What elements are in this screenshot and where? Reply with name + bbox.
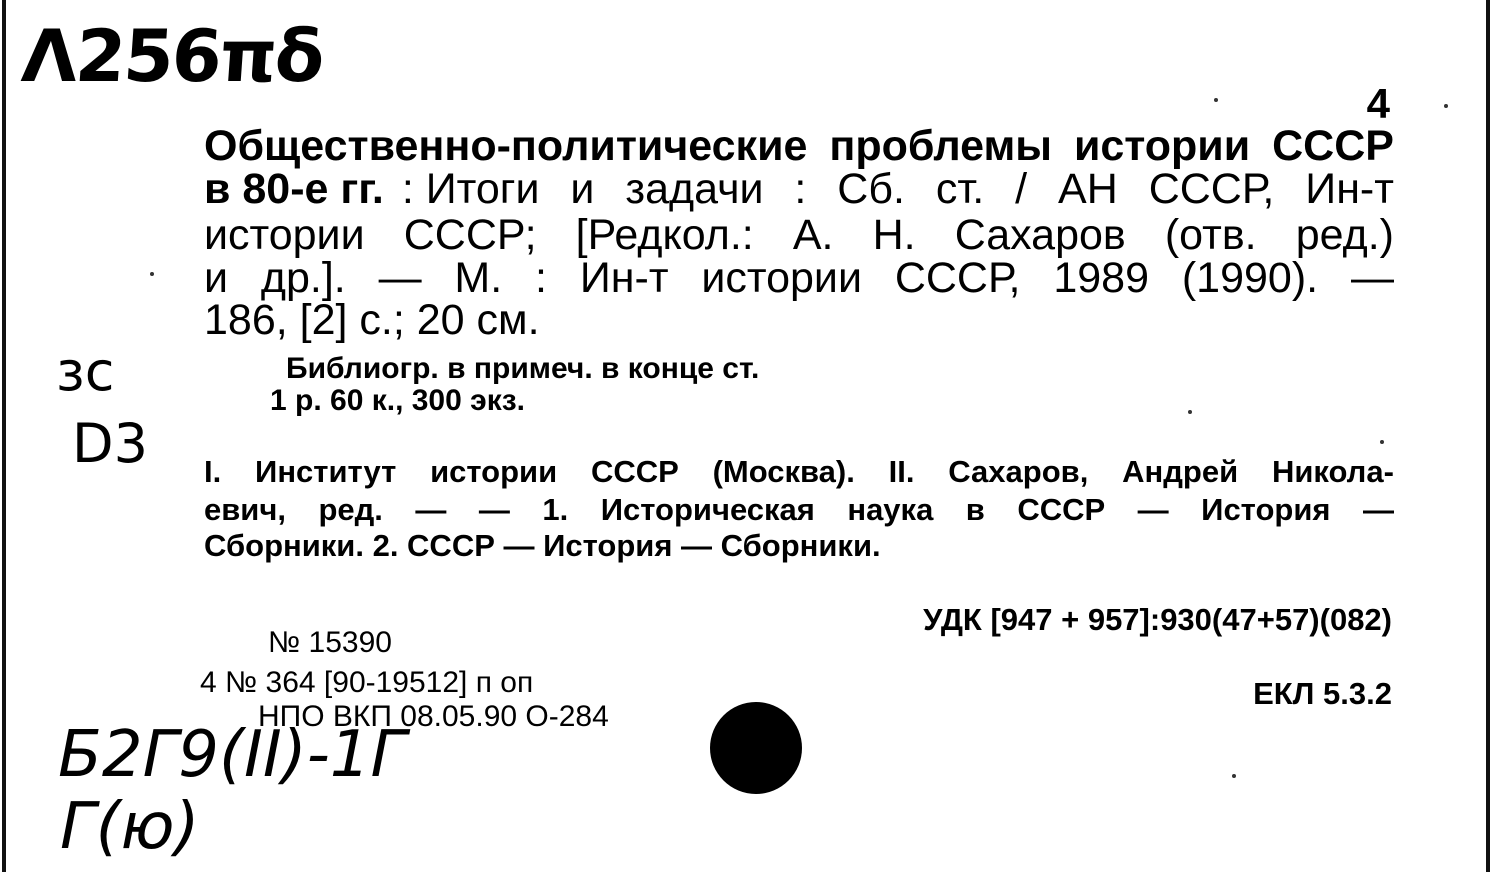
card-number: 4 bbox=[1366, 80, 1390, 127]
word: евич, bbox=[204, 492, 286, 527]
bibliography-note: Библиогр. в примеч. в конце ст. bbox=[286, 352, 760, 385]
word: — bbox=[1350, 254, 1394, 302]
word: СССР, bbox=[1148, 165, 1275, 213]
speck bbox=[1444, 104, 1448, 108]
word: — bbox=[378, 254, 422, 302]
ekl-code: ЕКЛ 5.3.2 bbox=[1253, 676, 1392, 711]
word: Сб. bbox=[837, 165, 905, 213]
title-line-5: 186, [2] с.; 20 см. bbox=[204, 296, 540, 344]
handwritten-mark-zs: зс bbox=[56, 340, 115, 403]
word: истории bbox=[204, 211, 365, 259]
card-right-edge bbox=[1486, 0, 1490, 872]
order-line: 4 № 364 [90-19512] п оп bbox=[200, 666, 534, 699]
word: СССР bbox=[1017, 492, 1106, 527]
word: I. bbox=[204, 454, 222, 489]
word: Никола- bbox=[1271, 454, 1394, 489]
word: СССР, bbox=[894, 254, 1021, 302]
word: (1990). bbox=[1181, 254, 1319, 302]
speck bbox=[1380, 440, 1384, 444]
word: СССР bbox=[1272, 122, 1394, 170]
word: проблемы bbox=[829, 122, 1052, 170]
word: (отв. bbox=[1164, 211, 1257, 259]
word: Ин-т bbox=[1305, 165, 1394, 213]
word: и bbox=[204, 254, 229, 302]
title-line-2-rest bbox=[402, 167, 1394, 211]
title-line-1 bbox=[204, 124, 1394, 168]
word: — bbox=[1362, 492, 1394, 527]
subjects-line-3: Сборники. 2. СССР — История — Сборники. bbox=[204, 528, 881, 563]
title-line-3 bbox=[204, 213, 1394, 257]
word: др.]. bbox=[260, 254, 346, 302]
word: АН bbox=[1058, 165, 1118, 213]
card-left-edge bbox=[2, 0, 6, 872]
word: Н. bbox=[872, 211, 916, 259]
word: (Москва). bbox=[712, 454, 855, 489]
udk-code: УДК [947 + 957]:930(47+57)(082) bbox=[923, 602, 1392, 637]
word: А. bbox=[792, 211, 834, 259]
word: наука bbox=[847, 492, 934, 527]
word: истории bbox=[1073, 122, 1251, 170]
handwritten-mark-d3: D3 bbox=[72, 412, 148, 475]
word: СССР; bbox=[403, 211, 537, 259]
word: — bbox=[415, 492, 447, 527]
npo-line: НПО ВКП 08.05.90 О-284 bbox=[258, 700, 609, 733]
word: 1. bbox=[542, 492, 569, 527]
punch-hole bbox=[710, 702, 802, 794]
word: Институт bbox=[255, 454, 397, 489]
word: СССР bbox=[590, 454, 679, 489]
word: М. bbox=[454, 254, 503, 302]
word: История bbox=[1201, 492, 1331, 527]
subjects-line-1 bbox=[204, 454, 1394, 490]
word: : bbox=[535, 254, 547, 302]
word: в bbox=[965, 492, 985, 527]
speck bbox=[1188, 410, 1192, 414]
handwritten-shelf-mark-2: Г(ю) bbox=[60, 790, 200, 864]
word: 1989 bbox=[1053, 254, 1149, 302]
registration-number: № 15390 bbox=[268, 626, 392, 659]
word: / bbox=[1015, 165, 1028, 213]
word: Общественно-политические bbox=[204, 122, 808, 170]
word: истории bbox=[701, 254, 862, 302]
word: Ин-т bbox=[579, 254, 669, 302]
speck bbox=[1232, 774, 1236, 778]
price-print-run: 1 р. 60 к., 300 экз. bbox=[270, 384, 525, 417]
speck bbox=[1214, 98, 1218, 102]
word: — bbox=[478, 492, 510, 527]
word: : bbox=[794, 165, 807, 213]
title-line-2 bbox=[204, 167, 1394, 211]
speck bbox=[150, 272, 154, 276]
word: II. bbox=[888, 454, 915, 489]
word: и bbox=[570, 165, 595, 213]
word: ред. bbox=[318, 492, 383, 527]
word: Сахаров bbox=[954, 211, 1126, 259]
word: — bbox=[1137, 492, 1169, 527]
word: [Редкол.: bbox=[575, 211, 754, 259]
word: ред.) bbox=[1295, 211, 1394, 259]
subjects-line-2 bbox=[204, 492, 1394, 528]
title-line-4 bbox=[204, 256, 1394, 300]
word: ст. bbox=[935, 165, 985, 213]
handwritten-shelf-mark-1: Б2Г9(II)-1Г bbox=[58, 718, 407, 792]
word: задачи bbox=[625, 165, 764, 213]
word: Сахаров, bbox=[948, 454, 1089, 489]
handwritten-inventory-code: Λ256πδ bbox=[19, 14, 326, 98]
word: : Итоги bbox=[401, 165, 540, 213]
word: истории bbox=[430, 454, 558, 489]
title-line-2-bold: в 80-е гг. bbox=[204, 165, 384, 213]
word: Андрей bbox=[1122, 454, 1239, 489]
word: Историческая bbox=[600, 492, 815, 527]
